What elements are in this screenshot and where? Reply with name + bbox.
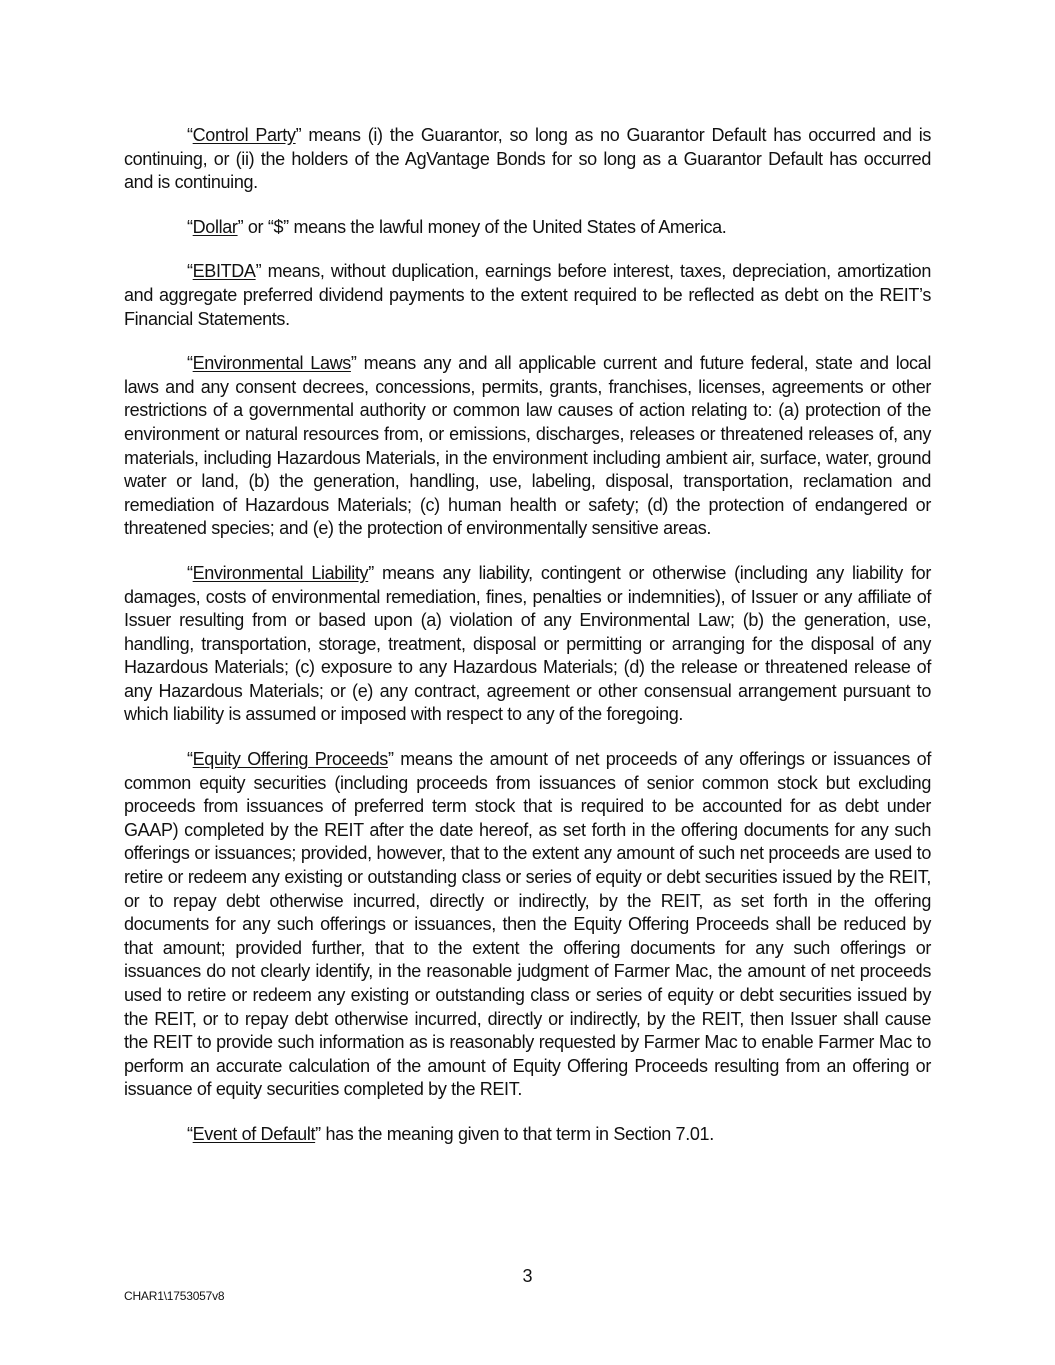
definition-body: means (i) the Guarantor, so long as no Guarantor Default has occurred and is continuing, or (ii) the holders of the AgVantage Bonds for so long as a Guarantor Default has occurred and is continuing. [124, 125, 931, 193]
document-id: CHAR1\1753057v8 [124, 1289, 225, 1303]
definition-control-party [124, 124, 931, 195]
definition-body: means any liability, contingent or otherwise (including any liability for damages, costs of environmental remediation, fines, penalties or indemnities), of Issuer or any affiliate of Issuer resulting from or based upon (a) violation of any Environmental Law; (b) the generation, use, handling, transportation, storage, treatment, disposal or permitting or arranging for the disposal of any Hazardous Materials; (c) exposure to any Hazardous Materials; (d) the release or threatened release of any Hazardous Materials; or (e) any contract, agreement or other consensual arrangement pursuant to which liability is assumed or imposed with respect to any of the foregoing. [124, 562, 931, 725]
open-quote: “ [187, 749, 193, 770]
defined-term: Control Party [192, 125, 296, 145]
open-quote: “ [187, 353, 193, 374]
close-quote: ” [315, 1123, 321, 1144]
open-quote: “ [187, 562, 193, 583]
open-quote: “ [187, 1123, 193, 1144]
definition-environmental-laws [124, 352, 931, 541]
close-quote: ” [368, 562, 374, 583]
close-quote: ” [295, 125, 302, 145]
definition-equity-offering-proceeds [124, 748, 931, 1102]
defined-term: EBITDA [192, 261, 256, 282]
definition-event-of-default [124, 1123, 931, 1147]
defined-term: Environmental Laws [192, 353, 351, 374]
open-quote: “ [187, 216, 193, 237]
definition-body: means the amount of net proceeds of any offerings or issuances of common equity securities (including proceeds from issuances of senior common stock but excluding proceeds from issuances of preferred term stock that is required to be accounted for as debt under GAAP) completed by the REIT after the date hereof, as set forth in the offering documents for any such offerings or issuances; provided, however, that to the extent any amount of such net proceeds are used to retire or redeem any existing or outstanding class or series of equity or debt securities issued by the REIT, or to repay debt otherwise incurred, directly or indirectly, by the REIT, as set forth in the offering documents for any such offerings or issuances, then the Equity Offering Proceeds shall be reduced by that amount; provided further, that to the extent the offering documents for any such offerings or issuances do not clearly identify, in the reasonable judgment of Farmer Mac, the amount of net proceeds used to retire or redeem any existing or outstanding class or series of equity or debt securities issued by the REIT, or to repay debt otherwise incurred, directly or indirectly, by the REIT, then Issuer shall cause the REIT to provide such information as is reasonably requested by Farmer Mac to enable Farmer Mac to perform an accurate calculation of the amount of Equity Offering Proceeds resulting from an offering or issuance of equity securities completed by the REIT. [124, 749, 931, 1100]
close-quote: ” [255, 261, 262, 282]
defined-term: Environmental Liability [192, 562, 369, 583]
document-page [124, 124, 931, 1168]
defined-term: Event of Default [192, 1123, 316, 1144]
open-quote: “ [187, 261, 193, 282]
close-quote: ” [237, 216, 244, 237]
definition-body: means any and all applicable current and future federal, state and local laws and any consent decrees, concessions, permits, grants, franchises, licenses, agreements or other restrictions of a governmental authority or common law causes of action relating to: (a) protection of the environment or natural resources from, or emissions, discharges, releases or threatened releases of, any materials, including Hazardous Materials, in the environment including ambient air, surface, water, ground water or land, (b) the generation, handling, use, labeling, disposal, transportation, reclamation and remediation of Hazardous Materials; (c) human health or safety; (d) the protection of endangered or threatened species; and (e) the protection of environmentally sensitive areas. [124, 353, 931, 539]
close-quote: ” [387, 749, 394, 770]
defined-term: Equity Offering Proceeds [192, 749, 388, 770]
open-quote: “ [187, 125, 193, 145]
definition-environmental-liability [124, 562, 931, 727]
page-number: 3 [522, 1266, 533, 1286]
definition-dollar [124, 216, 931, 240]
definition-body: has the meaning given to that term in Section 7.01. [320, 1123, 714, 1144]
definition-body: means, without duplication, earnings before interest, taxes, depreciation, amortization and aggregate preferred dividend payments to the extent required to be reflected as debt on the REIT’s Financial Statements. [124, 261, 931, 329]
definition-ebitda [124, 260, 931, 331]
close-quote: ” [350, 353, 357, 374]
defined-term: Dollar [192, 216, 238, 237]
definition-body: or “$” means the lawful money of the United States of America. [243, 216, 727, 237]
